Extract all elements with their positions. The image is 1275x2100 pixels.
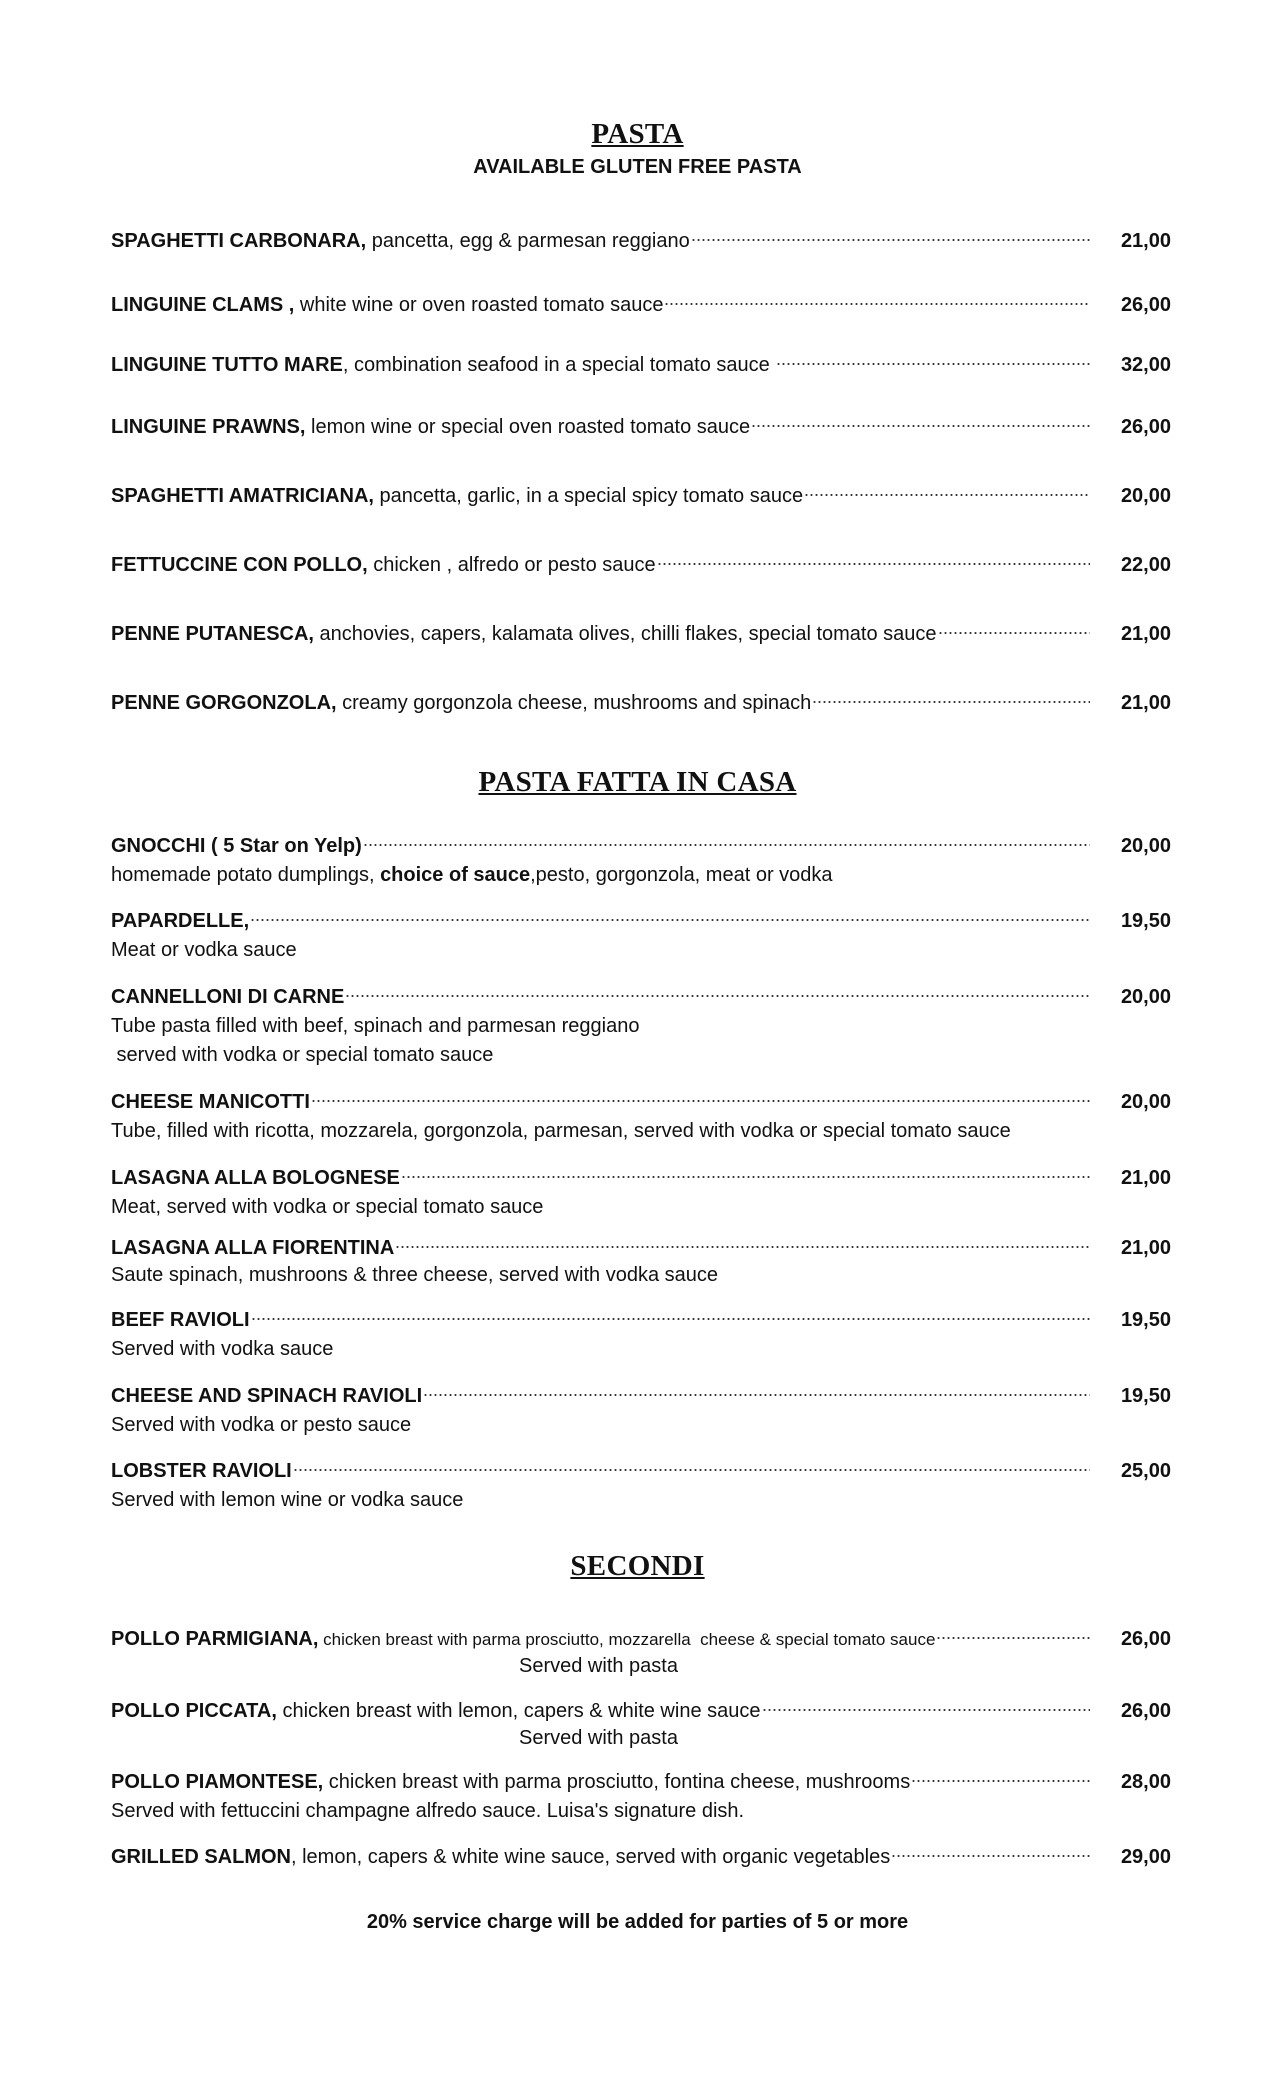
item-price: 32,00 bbox=[1120, 354, 1171, 376]
item-description: pancetta, egg & parmesan reggiano bbox=[366, 230, 690, 252]
item-name: LASAGNA ALLA FIORENTINA bbox=[111, 1237, 395, 1259]
menu-item bbox=[111, 898, 1171, 965]
menu-item bbox=[111, 680, 1171, 718]
dot-leader bbox=[751, 404, 1090, 433]
item-description: Served with vodka or pesto sauce bbox=[111, 1414, 412, 1436]
item-name: BEEF RAVIOLI bbox=[111, 1309, 250, 1331]
dot-leader bbox=[363, 823, 1090, 852]
dot-leader bbox=[776, 342, 1090, 371]
menu-item bbox=[111, 1225, 1171, 1287]
section-title-pasta-fatta-in-casa: PASTA FATTA IN CASA bbox=[478, 766, 797, 798]
item-description: Tube, filled with ricotta, mozzarela, gorgonzola, parmesan, served with vodka or special tomato sauce bbox=[111, 1120, 1011, 1142]
item-name: CHEESE AND SPINACH RAVIOLI bbox=[111, 1385, 423, 1407]
menu-item bbox=[111, 218, 1171, 256]
dot-leader bbox=[251, 1297, 1090, 1326]
item-description: lemon wine or special oven roasted tomato sauce bbox=[305, 416, 751, 438]
item-price: 21,00 bbox=[1120, 1167, 1171, 1189]
item-description: pancetta, garlic, in a special spicy tomato sauce bbox=[373, 485, 804, 507]
item-name: CANNELLONI DI CARNE bbox=[111, 986, 345, 1008]
item-description: , lemon, capers & white wine sauce, served with organic vegetables bbox=[291, 1846, 891, 1868]
item-description: Served with lemon wine or vodka sauce bbox=[111, 1489, 464, 1511]
item-name: LINGUINE TUTTO MARE bbox=[111, 354, 343, 376]
dot-leader bbox=[691, 218, 1090, 247]
dot-leader bbox=[911, 1759, 1090, 1788]
item-name: SPAGHETTI AMATRICIANA, bbox=[111, 485, 374, 507]
item-description: chicken , alfredo or pesto sauce bbox=[367, 554, 656, 576]
dot-leader bbox=[395, 1225, 1090, 1254]
menu-item bbox=[111, 1297, 1171, 1364]
dot-leader bbox=[938, 611, 1090, 640]
service-charge-note: 20% service charge will be added for parties of 5 or more bbox=[366, 1911, 909, 1933]
item-price: 21,00 bbox=[1120, 623, 1171, 645]
item-description: Meat, served with vodka or special tomato sauce bbox=[111, 1196, 544, 1218]
item-name: LASAGNA ALLA BOLOGNESE bbox=[111, 1167, 400, 1189]
section-title-pasta: PASTA bbox=[591, 118, 684, 150]
item-description: , combination seafood in a special tomato sauce bbox=[342, 354, 776, 376]
item-price: 26,00 bbox=[1120, 1628, 1171, 1650]
item-name: PENNE GORGONZOLA, bbox=[111, 692, 337, 714]
item-description: Saute spinach, mushroons & three cheese, served with vodka sauce bbox=[111, 1264, 719, 1286]
item-price: 26,00 bbox=[1120, 1700, 1171, 1722]
menu-item bbox=[111, 974, 1171, 1070]
dot-leader bbox=[762, 1688, 1091, 1717]
item-description: chicken breast with parma prosciutto, fontina cheese, mushrooms bbox=[323, 1771, 911, 1793]
item-price: 20,00 bbox=[1120, 1091, 1171, 1113]
item-name: POLLO PIAMONTESE, bbox=[111, 1771, 324, 1793]
menu-item bbox=[111, 823, 1171, 890]
menu-item bbox=[111, 473, 1171, 511]
item-description: white wine or oven roasted tomato sauce bbox=[294, 294, 664, 316]
item-price: 21,00 bbox=[1120, 1237, 1171, 1259]
item-name: LINGUINE CLAMS , bbox=[111, 294, 295, 316]
item-price: 26,00 bbox=[1120, 294, 1171, 316]
menu-item bbox=[111, 1155, 1171, 1222]
item-price: 20,00 bbox=[1120, 835, 1171, 857]
item-description: Tube pasta filled with beef, spinach and parmesan reggiano bbox=[111, 1015, 640, 1037]
item-name: LOBSTER RAVIOLI bbox=[111, 1460, 292, 1482]
item-description: creamy gorgonzola cheese, mushrooms and spinach bbox=[336, 692, 812, 714]
menu-item bbox=[111, 611, 1171, 649]
menu-item bbox=[111, 1688, 1171, 1750]
dot-leader bbox=[423, 1373, 1090, 1402]
item-name: FETTUCCINE CON POLLO, bbox=[111, 554, 368, 576]
item-description-line-2: served with vodka or special tomato sauce bbox=[111, 1044, 494, 1066]
menu-item bbox=[111, 1079, 1171, 1146]
item-price: 20,00 bbox=[1120, 986, 1171, 1008]
item-name: SPAGHETTI CARBONARA, bbox=[111, 230, 367, 252]
item-price: 25,00 bbox=[1120, 1460, 1171, 1482]
item-served-with: Served with pasta bbox=[519, 1655, 678, 1677]
dot-leader bbox=[311, 1079, 1090, 1108]
item-name: PAPARDELLE, bbox=[111, 910, 250, 932]
item-name: GRILLED SALMON bbox=[111, 1846, 291, 1868]
dot-leader bbox=[936, 1616, 1090, 1645]
dot-leader bbox=[293, 1448, 1090, 1477]
dot-leader bbox=[657, 542, 1090, 571]
item-name: POLLO PARMIGIANA, bbox=[111, 1628, 319, 1650]
dot-leader bbox=[812, 680, 1090, 709]
menu-item bbox=[111, 1759, 1171, 1826]
dot-leader bbox=[664, 282, 1090, 311]
item-price: 19,50 bbox=[1120, 1309, 1171, 1331]
dot-leader bbox=[891, 1834, 1090, 1863]
item-name: POLLO PICCATA, bbox=[111, 1700, 277, 1722]
item-description: homemade potato dumplings, choice of sauce,pesto, gorgonzola, meat or vodka bbox=[111, 864, 833, 886]
menu-item bbox=[111, 1834, 1171, 1872]
item-price: 19,50 bbox=[1120, 1385, 1171, 1407]
menu-item bbox=[111, 1448, 1171, 1515]
menu-item bbox=[111, 1616, 1171, 1678]
menu-item bbox=[111, 542, 1171, 580]
menu-item bbox=[111, 342, 1171, 380]
dot-leader bbox=[401, 1155, 1090, 1184]
item-price: 28,00 bbox=[1120, 1771, 1171, 1793]
dot-leader bbox=[250, 898, 1090, 927]
item-name: CHEESE MANICOTTI bbox=[111, 1091, 310, 1113]
item-description: Meat or vodka sauce bbox=[111, 939, 297, 961]
item-served-with: Served with fettuccini champagne alfredo sauce. Luisa's signature dish. bbox=[111, 1800, 745, 1822]
item-price: 19,50 bbox=[1120, 910, 1171, 932]
item-name: PENNE PUTANESCA, bbox=[111, 623, 314, 645]
item-price: 20,00 bbox=[1120, 485, 1171, 507]
item-description: anchovies, capers, kalamata olives, chilli flakes, special tomato sauce bbox=[314, 623, 937, 645]
item-description: Served with vodka sauce bbox=[111, 1338, 334, 1360]
section-title-secondi: SECONDI bbox=[570, 1550, 705, 1582]
dot-leader bbox=[345, 974, 1090, 1003]
item-served-with: Served with pasta bbox=[519, 1727, 678, 1749]
menu-item bbox=[111, 404, 1171, 442]
section-subtitle-gluten-free: AVAILABLE GLUTEN FREE PASTA bbox=[473, 156, 802, 178]
item-price: 21,00 bbox=[1120, 692, 1171, 714]
item-price: 21,00 bbox=[1120, 230, 1171, 252]
menu-item bbox=[111, 282, 1171, 320]
item-description: chicken breast with lemon, capers & white wine sauce bbox=[276, 1700, 761, 1722]
item-price: 29,00 bbox=[1120, 1846, 1171, 1868]
item-name: LINGUINE PRAWNS, bbox=[111, 416, 306, 438]
dot-leader bbox=[804, 473, 1090, 502]
item-name: GNOCCHI ( 5 Star on Yelp) bbox=[111, 835, 362, 857]
menu-item bbox=[111, 1373, 1171, 1440]
item-price: 26,00 bbox=[1120, 416, 1171, 438]
item-price: 22,00 bbox=[1120, 554, 1171, 576]
item-description: chicken breast with parma prosciutto, mozzarella cheese & special tomato sauce bbox=[318, 1630, 936, 1649]
